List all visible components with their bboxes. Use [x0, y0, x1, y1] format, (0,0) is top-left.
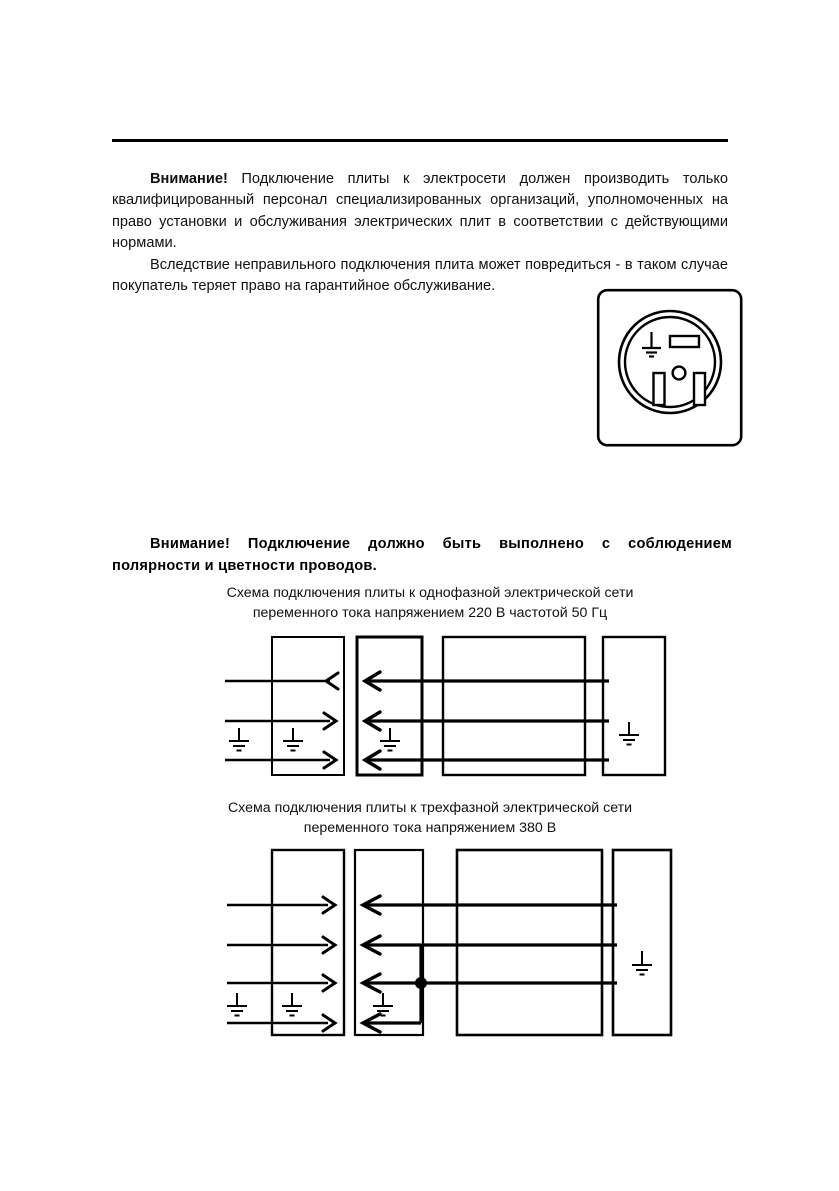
ground-symbol-middle: [380, 728, 400, 751]
junction-dot: [415, 977, 427, 989]
right-blade-slot: [694, 373, 705, 405]
wire-group-right: [365, 905, 617, 1023]
ground-symbol-left-inner: [283, 728, 303, 751]
terminal-block-left: [272, 637, 344, 775]
paragraph-body-text: Вследствие неправильного подключения плита может повредиться - в таком случае покупатель теряет право на гарантийное обслуживание.: [112, 256, 728, 295]
bold-warning-polarity: [112, 533, 732, 577]
header-rule: [112, 139, 728, 142]
caption-line-2: переменного тока напряжением 220 В частотой 50 Гц: [252, 605, 608, 621]
ground-symbol-left-outer: [227, 993, 247, 1016]
wiring-diagram-single-phase: [205, 628, 685, 786]
wire-group-left: [225, 681, 330, 760]
ground-symbol-supply: [619, 722, 639, 745]
wire-group-right: [368, 681, 609, 760]
power-socket-illustration: [596, 288, 744, 448]
paragraph-lead-label: Внимание!: [150, 170, 228, 187]
ground-symbol-supply: [632, 951, 652, 975]
round-pin-hole: [673, 367, 686, 380]
paragraph-body-text: Подключение плиты к электросети должен производить только квалифицированный персонал специализированных организаций, уполномоченных на право установки и обслуживания электрических плит в соответствии с действующими нормами.: [112, 170, 728, 252]
caption-line-1: Схема подключения плиты к однофазной электрической сети: [226, 585, 634, 601]
diagram-caption-single-phase: [120, 583, 740, 623]
supply-block: [603, 637, 665, 775]
earth-blade-slot: [670, 336, 699, 347]
caption-line-2: переменного тока напряжением 380 В: [303, 820, 557, 836]
left-blade-slot: [654, 373, 665, 405]
appliance-block: [443, 637, 585, 775]
ground-symbol-middle: [373, 993, 393, 1016]
wiring-diagram-three-phase: [205, 843, 685, 1048]
caption-line-1: Схема подключения плиты к трехфазной электрической сети: [227, 800, 633, 816]
terminal-block-inner: [357, 637, 422, 775]
ground-symbol-left-inner: [282, 993, 302, 1016]
supply-block: [613, 850, 671, 1035]
ground-symbol-left-outer: [229, 728, 249, 751]
diagram-caption-three-phase: [120, 798, 740, 838]
paragraph-warning-installation: [112, 169, 728, 255]
chevron-group-left: [323, 897, 335, 1031]
appliance-block: [457, 850, 602, 1035]
bold-warning-text: Внимание! Подключение должно быть выполнено с соблюдением полярности и цветности проводов.: [112, 535, 732, 574]
chevron-left-1: [326, 673, 338, 689]
